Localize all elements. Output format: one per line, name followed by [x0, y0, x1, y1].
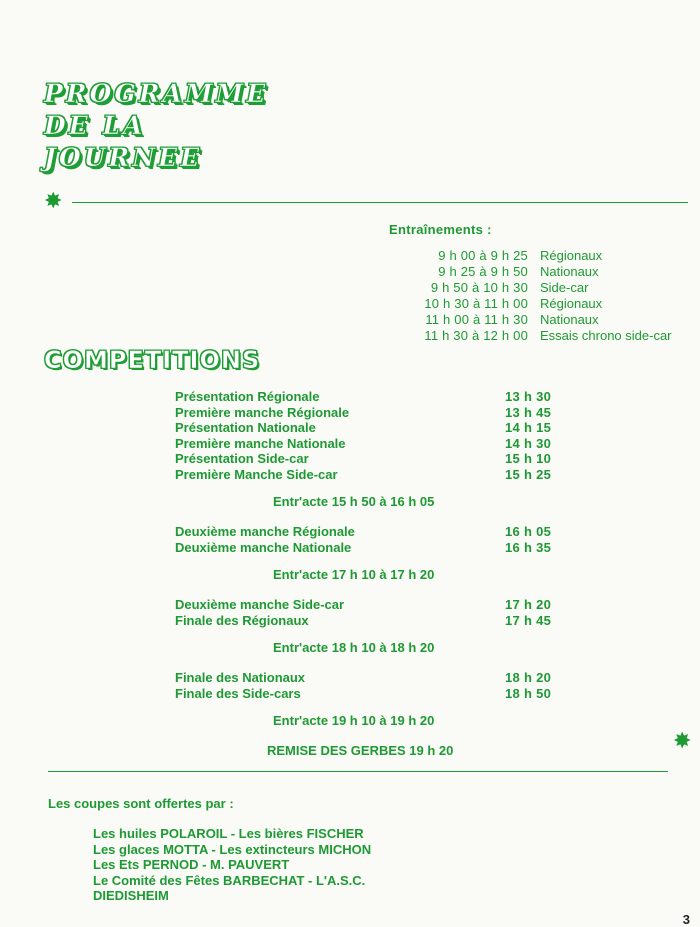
event-label: Finale des Side-cars	[175, 685, 301, 701]
training-time: 10 h 30 à 11 h 00	[424, 296, 528, 311]
table-row	[385, 280, 672, 296]
event-label: Première manche Régionale	[175, 404, 350, 420]
trainings-heading: Entraînements :	[389, 222, 492, 237]
list-item	[175, 405, 565, 421]
star-burst-icon: ✸	[673, 729, 692, 754]
list-item: Les glaces MOTTA - Les extincteurs MICHON	[93, 841, 372, 857]
bottom-divider	[48, 771, 668, 772]
intermission-4: Entr'acte 19 h 10 à 19 h 20	[273, 713, 435, 728]
event-label: Présentation Nationale	[175, 420, 316, 435]
training-time: 9 h 25 à 9 h 50	[438, 264, 528, 279]
list-item	[175, 524, 565, 540]
top-divider	[72, 202, 688, 203]
schedule-block-1	[175, 389, 565, 482]
list-item	[175, 670, 565, 686]
event-time: 16 h 05	[505, 524, 552, 539]
intermission-2: Entr'acte 17 h 10 à 17 h 20	[273, 567, 435, 582]
training-time: 11 h 00 à 11 h 30	[425, 312, 528, 327]
event-time: 17 h 45	[505, 612, 552, 628]
table-row	[385, 296, 672, 312]
list-item	[175, 420, 565, 436]
event-time: 14 h 15	[505, 420, 552, 435]
training-label: Side-car	[540, 280, 589, 295]
training-time: 9 h 50 à 10 h 30	[430, 280, 528, 295]
competitions-schedule	[175, 389, 565, 758]
sponsors-list	[93, 826, 371, 904]
list-item	[175, 540, 565, 556]
event-label: Deuxième manche Régionale	[175, 524, 355, 539]
training-label: Nationaux	[540, 264, 599, 279]
event-label: Deuxième manche Nationale	[175, 539, 352, 555]
event-time: 15 h 25	[505, 466, 552, 482]
table-row	[385, 312, 672, 328]
table-row	[385, 264, 672, 280]
trainings-table	[385, 248, 672, 344]
title-line-1: PROGRAMME	[44, 79, 269, 108]
event-label: Présentation Side-car	[175, 451, 309, 466]
intermission-1: Entr'acte 15 h 50 à 16 h 05	[273, 494, 435, 509]
event-time: 13 h 30	[505, 389, 552, 404]
trophies-heading: Les coupes sont offertes par :	[48, 796, 234, 811]
training-time: 9 h 00 à 9 h 25	[438, 248, 528, 263]
schedule-block-2	[175, 524, 565, 555]
event-label: Deuxième manche Side-car	[175, 597, 345, 612]
event-time: 15 h 10	[505, 451, 552, 466]
event-time: 18 h 50	[505, 685, 552, 701]
list-item	[175, 389, 565, 405]
list-item	[175, 686, 565, 702]
event-time: 17 h 20	[505, 597, 552, 612]
list-item	[175, 467, 565, 483]
competitions-heading: COMPETITIONS	[44, 346, 261, 374]
schedule-block-4	[175, 670, 565, 701]
list-item	[175, 436, 565, 452]
event-time: 14 h 30	[505, 435, 552, 451]
list-item: Le Comité des Fêtes BARBECHAT - L'A.S.C.	[93, 872, 366, 888]
award-ceremony: REMISE DES GERBES 19 h 20	[267, 743, 454, 758]
list-item: DIEDISHEIM	[93, 888, 169, 903]
list-item	[175, 613, 565, 629]
page-number: 3	[682, 912, 690, 927]
intermission-3: Entr'acte 18 h 10 à 18 h 20	[273, 640, 435, 655]
training-time: 11 h 30 à 12 h 00	[424, 328, 528, 343]
table-row	[385, 248, 672, 264]
event-label: Première Manche Side-car	[175, 466, 338, 482]
training-label: Régionaux	[540, 248, 603, 263]
event-time: 16 h 35	[505, 539, 552, 555]
training-label: Essais chrono side-car	[540, 328, 672, 343]
event-label: Finale des Nationaux	[175, 670, 306, 685]
training-label: Régionaux	[540, 296, 603, 311]
title-line-2: DE LA	[44, 111, 146, 140]
list-item: Les Ets PERNOD - M. PAUVERT	[93, 857, 290, 872]
event-label: Finale des Régionaux	[175, 612, 309, 628]
star-burst-icon: ✸	[44, 189, 63, 214]
schedule-block-3	[175, 597, 565, 628]
list-item: Les huiles POLAROIL - Les bières FISCHER	[93, 826, 364, 841]
page-title	[44, 78, 268, 174]
event-time: 13 h 45	[505, 404, 552, 420]
title-line-3: JOURNEE	[44, 143, 203, 172]
training-label: Nationaux	[540, 312, 599, 327]
list-item	[175, 451, 565, 467]
event-label: Présentation Régionale	[175, 389, 320, 404]
event-label: Première manche Nationale	[175, 435, 346, 451]
list-item	[175, 597, 565, 613]
event-time: 18 h 20	[505, 670, 552, 685]
table-row	[385, 328, 672, 344]
